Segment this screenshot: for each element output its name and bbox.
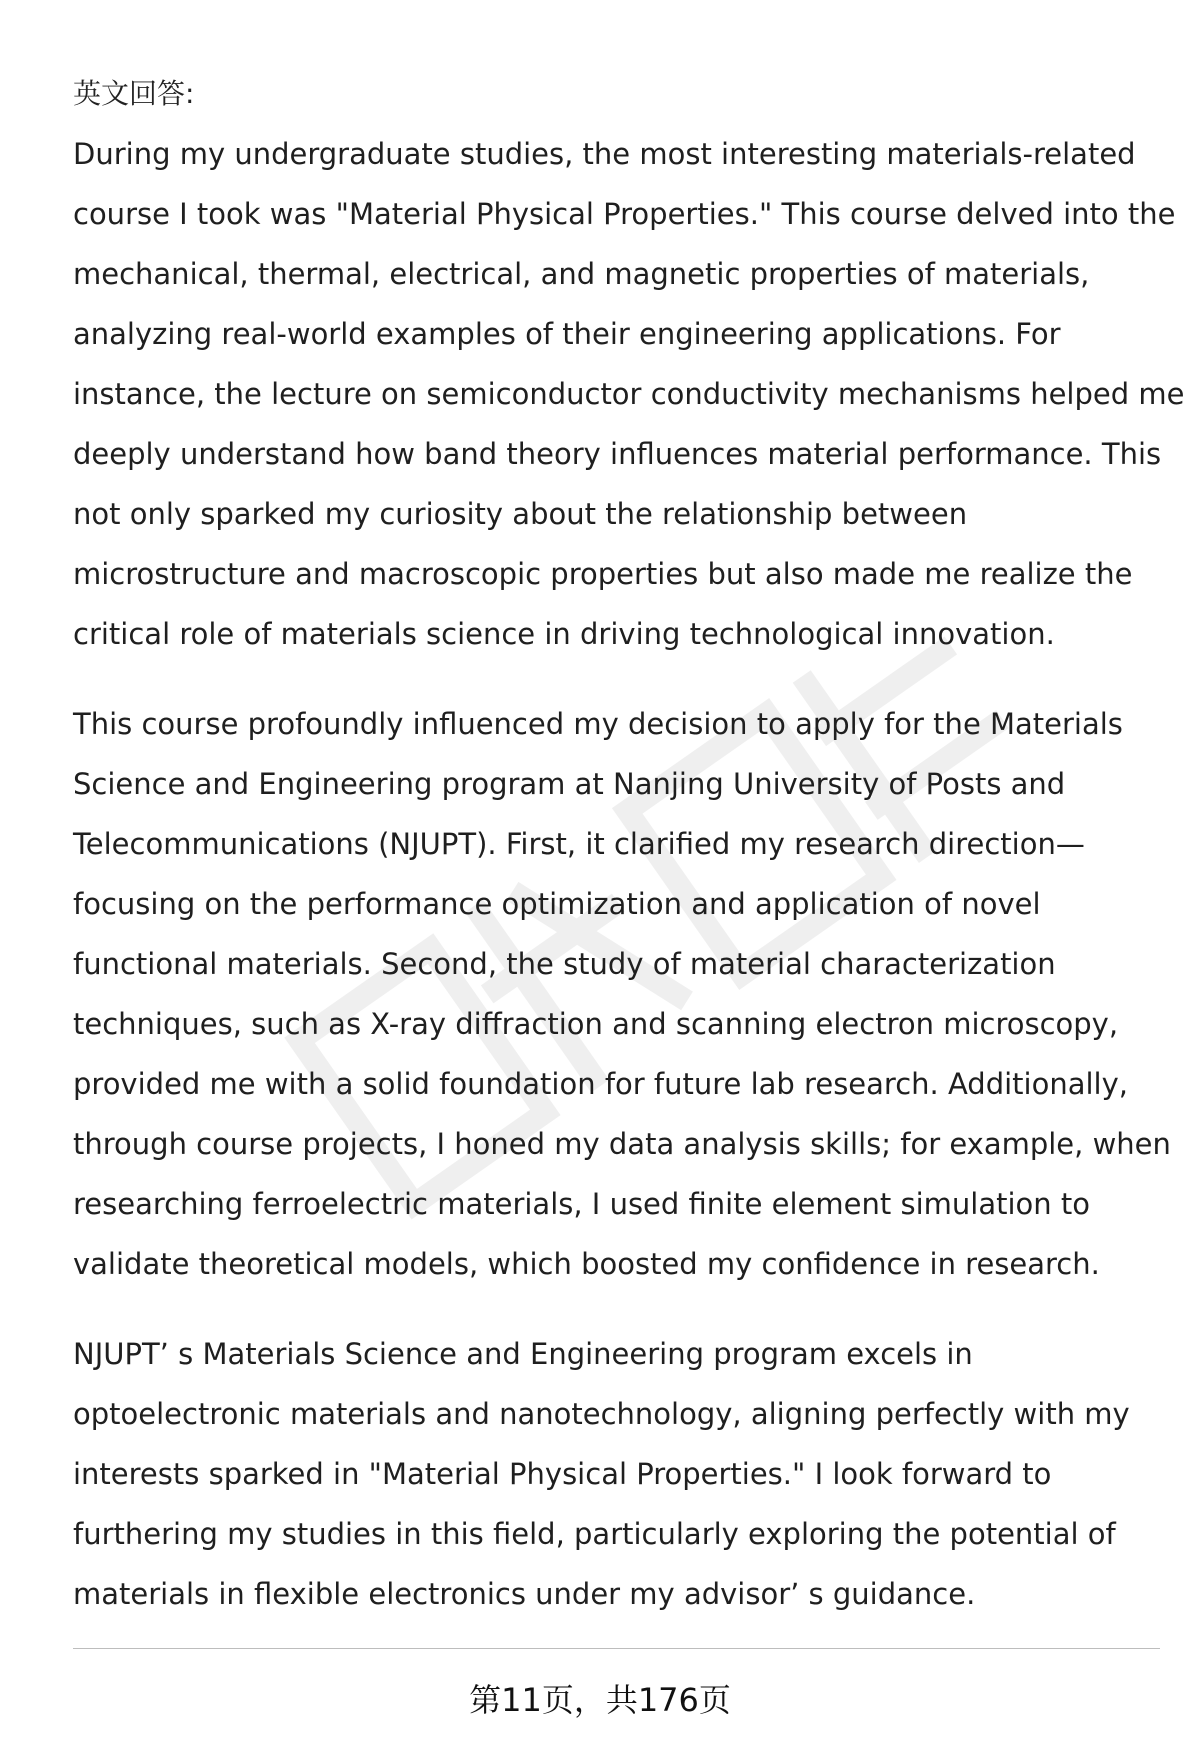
text-line: mechanical, thermal, electrical, and magnetic properties of materials, xyxy=(73,257,1090,291)
text-line: researching ferroelectric materials, I used finite element simulation to xyxy=(73,1187,1090,1221)
footer-divider xyxy=(73,1648,1160,1649)
text-line: optoelectronic materials and nanotechnology, aligning perfectly with my xyxy=(73,1397,1130,1431)
text-line: This course profoundly influenced my decision to apply for the Materials xyxy=(73,707,1123,741)
text-line: critical role of materials science in driving technological innovation. xyxy=(73,617,1055,651)
text-line: Telecommunications (NJUPT). First, it clarified my research direction— xyxy=(73,827,1085,861)
text-line: NJUPT’ s Materials Science and Engineering program excels in xyxy=(73,1337,973,1371)
paragraph-1 xyxy=(73,124,1185,664)
text-line: interests sparked in "Material Physical Properties." I look forward to xyxy=(73,1457,1052,1491)
section-heading: 英文回答: xyxy=(73,77,195,110)
text-line: through course projects, I honed my data analysis skills; for example, when xyxy=(73,1127,1171,1161)
text-line: not only sparked my curiosity about the relationship between xyxy=(73,497,968,531)
text-line: furthering my studies in this field, particularly exploring the potential of xyxy=(73,1517,1116,1551)
text-line: course I took was "Material Physical Properties." This course delved into the xyxy=(73,197,1176,231)
document-body xyxy=(73,64,1185,1654)
text-line: microstructure and macroscopic properties but also made me realize the xyxy=(73,557,1133,591)
text-line: functional materials. Second, the study of material characterization xyxy=(73,947,1056,981)
text-line: analyzing real-world examples of their engineering applications. For xyxy=(73,317,1061,351)
paragraph-3 xyxy=(73,1324,1163,1624)
text-line: provided me with a solid foundation for future lab research. Additionally, xyxy=(73,1067,1128,1101)
text-line: validate theoretical models, which boosted my confidence in research. xyxy=(73,1247,1100,1281)
text-line: techniques, such as X-ray diffraction and scanning electron microscopy, xyxy=(73,1007,1119,1041)
text-line: materials in flexible electronics under my advisor’ s guidance. xyxy=(73,1577,976,1611)
text-line: Science and Engineering program at Nanjing University of Posts and xyxy=(73,767,1066,801)
paragraph-2 xyxy=(73,694,1171,1294)
text-line: deeply understand how band theory influences material performance. This xyxy=(73,437,1162,471)
page-number: 第11页，共176页 xyxy=(469,1681,731,1719)
text-line: instance, the lecture on semiconductor conductivity mechanisms helped me xyxy=(73,377,1185,411)
text-line: During my undergraduate studies, the most interesting materials-related xyxy=(73,137,1136,171)
text-line: focusing on the performance optimization and application of novel xyxy=(73,887,1041,921)
